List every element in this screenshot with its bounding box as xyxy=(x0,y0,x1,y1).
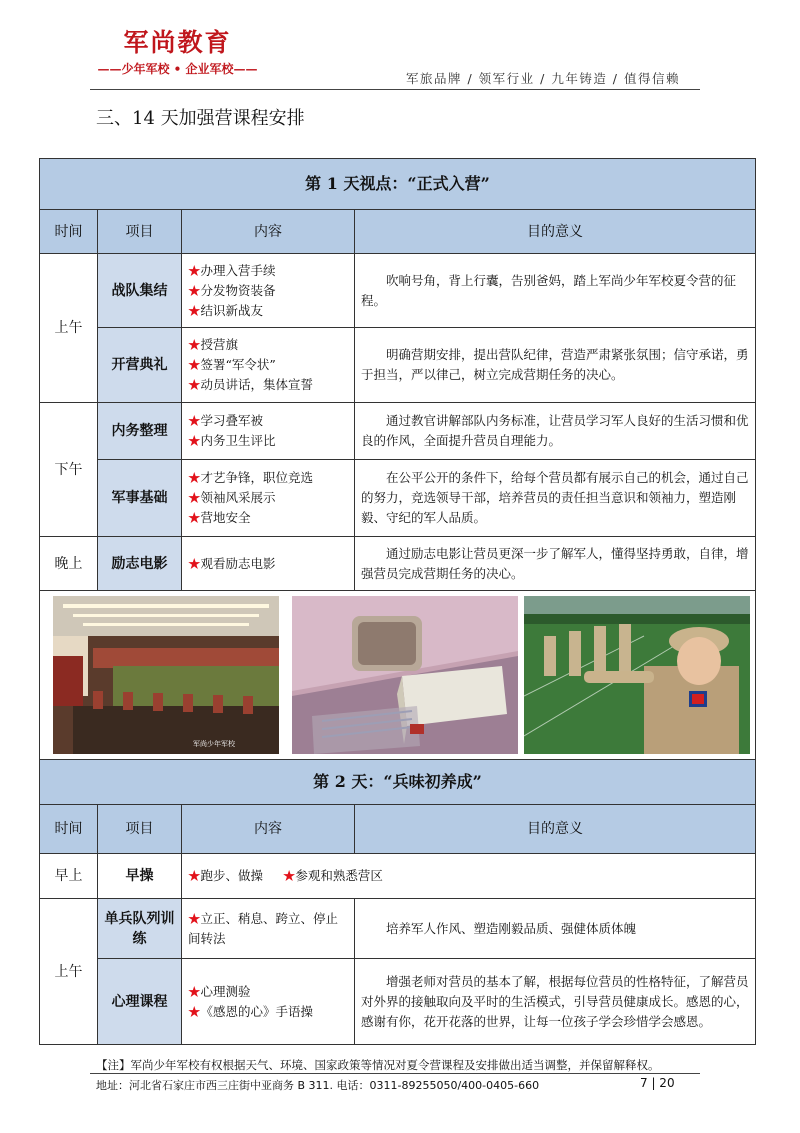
content-line: ★营地安全 xyxy=(188,510,251,525)
assembly-hall-image xyxy=(53,596,279,754)
item-cell: 开营典礼 xyxy=(98,328,182,403)
star-icon: ★ xyxy=(188,282,201,298)
col-content: 内容 xyxy=(182,210,355,254)
table-row xyxy=(40,460,756,537)
item-cell: 战队集结 xyxy=(98,254,182,328)
content-cell xyxy=(182,460,355,537)
period-cell: 晚上 xyxy=(40,537,98,591)
table-row xyxy=(40,899,756,959)
photo-row xyxy=(40,591,756,760)
star-icon: ★ xyxy=(188,357,201,372)
content-line: ★办理入营手续 xyxy=(188,262,276,278)
content-line: ★签署“军令状” xyxy=(188,357,276,372)
field-drill-image xyxy=(524,596,750,754)
item-cell: 励志电影 xyxy=(98,537,182,591)
content-line: ★结识新战友 xyxy=(188,302,264,318)
col-purpose: 目的意义 xyxy=(355,210,756,254)
star-icon: ★ xyxy=(188,470,201,485)
star-icon: ★ xyxy=(188,910,201,926)
purpose-cell: 通过教官讲解部队内务标准，让营员学习军人良好的生活习惯和优良的作风，全面提升营员自理能力。 xyxy=(355,403,756,460)
brand-logo xyxy=(90,28,265,77)
table-row xyxy=(40,328,756,403)
star-icon: ★ xyxy=(188,262,201,278)
star-icon: ★ xyxy=(188,555,201,571)
col-item: 项目 xyxy=(98,805,182,854)
star-icon: ★ xyxy=(188,510,201,525)
folded-quilt-image xyxy=(292,596,518,754)
content-line: ★动员讲话，集体宣誓 xyxy=(188,377,314,392)
star-icon: ★ xyxy=(188,983,201,999)
footer-note: 【注】军尚少年军校有权根据天气、环境、国家政策等情况对夏令营课程及安排做出适当调整，并保留解释权。 xyxy=(96,1058,660,1072)
footer-address: 地址：河北省石家庄市西三庄街中亚商务 B 311. 电话：0311-89255050/400-0405-660 xyxy=(96,1079,540,1092)
logo-subtitle: ——少年军校 • 企业军校—— xyxy=(97,62,258,76)
schedule-table xyxy=(39,158,756,1045)
period-cell: 早上 xyxy=(40,854,98,899)
star-icon: ★ xyxy=(188,377,201,392)
photo-assembly-hall xyxy=(53,596,279,754)
table-row xyxy=(40,537,756,591)
page-number: 7 | 20 xyxy=(640,1076,675,1090)
item-cell: 心理课程 xyxy=(98,959,182,1045)
content-line: ★分发物资装备 xyxy=(188,282,276,298)
purpose-cell: 在公平公开的条件下，给每个营员都有展示自己的机会，通过自己的努力，竞选领导干部，培养营员的责任担当意识和领袖力，塑造刚毅、守纪的军人品质。 xyxy=(355,460,756,537)
table-row xyxy=(40,403,756,460)
day2-column-header xyxy=(40,805,756,854)
star-icon: ★ xyxy=(188,868,201,883)
star-icon: ★ xyxy=(188,337,201,352)
star-icon: ★ xyxy=(282,868,296,883)
photo-field-drill xyxy=(524,596,750,754)
col-content: 内容 xyxy=(182,805,355,854)
content-line: ★跑步、做操 ★参观和熟悉营区 xyxy=(188,868,383,883)
item-cell: 内务整理 xyxy=(98,403,182,460)
content-line: ★心理测验 xyxy=(188,983,251,999)
content-line: ★内务卫生评比 xyxy=(188,433,276,448)
header-slogan: 军旅品牌 / 领军行业 / 九年铸造 / 值得信赖 xyxy=(406,71,680,86)
table-row xyxy=(40,254,756,328)
logo-title: 军尚教育 xyxy=(123,28,232,57)
purpose-cell: 增强老师对营员的基本了解，根据每位营员的性格特征，了解营员对外界的接触取向及平时的生活模式，引导营员健康成长。感恩的心，感谢有你，花开花落的世界，让每一位孩子学会珍惜学会感恩。 xyxy=(355,959,756,1045)
table-row xyxy=(40,959,756,1045)
photo-folded-quilt xyxy=(292,596,518,754)
item-cell: 早操 xyxy=(98,854,182,899)
content-line: ★学习叠军被 xyxy=(188,413,264,428)
purpose-cell: 培养军人作风、塑造刚毅品质、强健体质体魄 xyxy=(355,899,756,959)
col-time: 时间 xyxy=(40,210,98,254)
content-line: ★立正、稍息、跨立、停止间转法 xyxy=(188,910,339,946)
content-cell xyxy=(182,328,355,403)
star-icon: ★ xyxy=(188,302,201,318)
content-cell xyxy=(182,959,355,1045)
content-cell xyxy=(182,899,355,959)
item-cell: 单兵队列训练 xyxy=(98,899,182,959)
period-cell: 上午 xyxy=(40,899,98,1045)
content-cell xyxy=(182,854,756,899)
footer-divider xyxy=(90,1073,700,1074)
purpose-cell: 通过励志电影让营员更深一步了解军人，懂得坚持勇敢，自律，增强营员完成营期任务的决心。 xyxy=(355,537,756,591)
day2-title: 第 2 天：“兵味初养成” xyxy=(40,760,756,805)
day1-column-header xyxy=(40,210,756,254)
col-item: 项目 xyxy=(98,210,182,254)
period-cell: 下午 xyxy=(40,403,98,537)
item-cell: 军事基础 xyxy=(98,460,182,537)
content-line: ★《感恩的心》手语操 xyxy=(188,1003,314,1019)
content-line: ★领袖风采展示 xyxy=(188,490,276,505)
photo-caption: 军尚少年军校 xyxy=(193,740,235,748)
star-icon: ★ xyxy=(188,413,201,428)
content-line: ★才艺争锋，职位竞选 xyxy=(188,470,314,485)
content-cell xyxy=(182,254,355,328)
col-purpose: 目的意义 xyxy=(355,805,756,854)
table-row xyxy=(40,854,756,899)
content-cell xyxy=(182,537,355,591)
purpose-cell: 吹响号角，背上行囊，告别爸妈，踏上军尚少年军校夏令营的征程。 xyxy=(355,254,756,328)
star-icon: ★ xyxy=(188,490,201,505)
section-title: 三、14 天加强营课程安排 xyxy=(96,108,305,129)
col-time: 时间 xyxy=(40,805,98,854)
day1-title: 第 1 天视点：“正式入营” xyxy=(40,159,756,210)
content-line: ★授营旗 xyxy=(188,337,239,352)
period-cell: 上午 xyxy=(40,254,98,403)
purpose-cell: 明确营期安排，提出营队纪律，营造严肃紧张氛围；信守承诺，勇于担当，严以律己，树立完成营期任务的决心。 xyxy=(355,328,756,403)
content-cell xyxy=(182,403,355,460)
star-icon: ★ xyxy=(188,1003,201,1019)
header-divider xyxy=(90,89,700,90)
star-icon: ★ xyxy=(188,433,201,448)
content-line: ★观看励志电影 xyxy=(188,555,276,571)
